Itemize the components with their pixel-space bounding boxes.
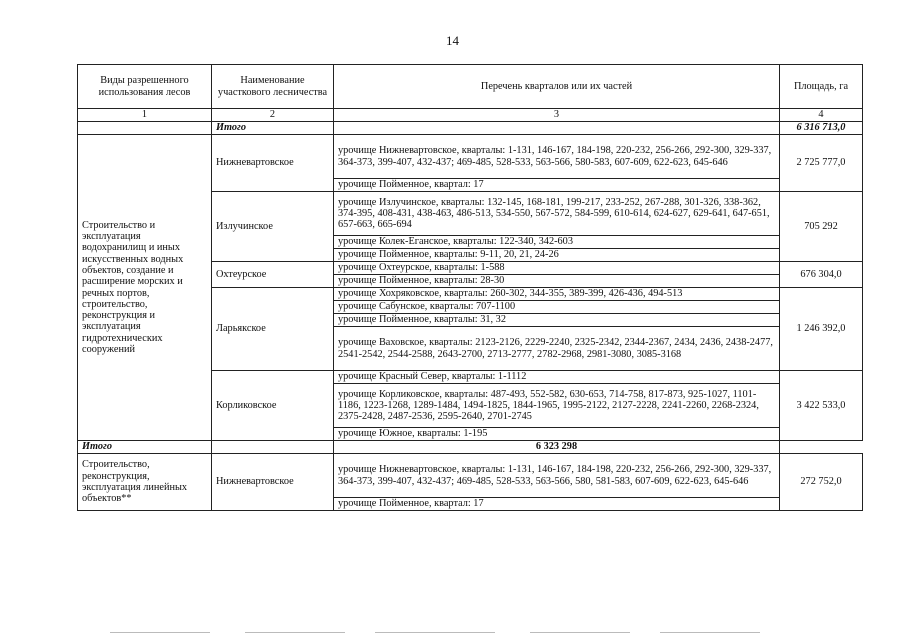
quarters-entry: урочище Нижневартовское, кварталы: 1-131, 146-167, 184-198, 220-232, 256-266, 292-300, 329-337, 364-373, 399-407, 432-437; 469-485, 528-533, 563-566, 580, 581-583, 607-609, 622-623, 645-646 (334, 454, 780, 498)
scan-artifact-line (245, 632, 345, 633)
total-label: Итого (78, 441, 212, 454)
area-value: 2 725 777,0 (780, 135, 863, 192)
quarters-entry: урочище Излучинское, кварталы: 132-145, 168-181, 199-217, 233-252, 267-288, 301-326, 338-362, 374-395, 408-431, 438-463, 486-513, 534-550, 567-572, 584-599, 610-614, 624-627, 629-641, 647-651, 657-663, 665-694 (334, 192, 780, 236)
use-type-cell: Строительство, реконструкция, эксплуатация линейных объектов** (78, 454, 212, 511)
quarters-entry: урочище Ваховское, кварталы: 2123-2126, 2229-2240, 2325-2342, 2344-2367, 2434, 2436, 2438-2477, 2541-2542, 2544-2588, 2643-2700, 2713-2777, 2782-2968, 2981-3080, 3085-3168 (334, 327, 780, 371)
header-area: Площадь, га (780, 65, 863, 109)
header-use-type: Виды разрешенного использования лесов (78, 65, 212, 109)
scan-artifact-line (530, 632, 630, 633)
total-row (78, 441, 863, 454)
column-number-row (78, 109, 863, 122)
quarters-entry: урочище Южное, кварталы: 1-195 (334, 428, 780, 441)
area-value: 1 246 392,0 (780, 288, 863, 371)
quarters-entry: урочище Пойменное, кварталы: 28-30 (334, 275, 780, 288)
area-value: 676 304,0 (780, 262, 863, 288)
table-header-row (78, 65, 863, 109)
total-value: 6 323 298 (334, 441, 780, 454)
use-type-cell: Строительство и эксплуатация водохранилищ и иных искусственных водных объектов, создание и расширение морских и речных портов, строительство, реконструкция и эксплуатация гидротехнических сооружений (78, 135, 212, 441)
quarters-entry: урочище Корликовское, кварталы: 487-493, 552-582, 630-653, 714-758, 817-873, 925-1027, 1101-1186, 1223-1268, 1289-1484, 1494-1825, 1844-1965, 1995-2122, 2127-2228, 2241-2260, 2268-2324, 2375-2428, 2487-2536, 2595-2640, 2701-2745 (334, 384, 780, 428)
forestry-name: Нижневартовское (212, 135, 334, 192)
quarters-entry: урочище Пойменное, квартал: 17 (334, 498, 780, 511)
area-value: 272 752,0 (780, 454, 863, 511)
scan-artifact-line (110, 632, 210, 633)
quarters-entry: урочище Колек-Еганское, кварталы: 122-340, 342-603 (334, 236, 780, 249)
forestry-name: Ларьякское (212, 288, 334, 371)
area-value: 3 422 533,0 (780, 371, 863, 441)
quarters-entry: урочище Охтеурское, кварталы: 1-588 (334, 262, 780, 275)
forestry-name: Охтеурское (212, 262, 334, 288)
table-row (78, 135, 863, 179)
column-number: 1 (78, 109, 212, 122)
quarters-entry: урочище Пойменное, квартал: 17 (334, 179, 780, 192)
quarters-entry: урочище Красный Север, кварталы: 1-1112 (334, 371, 780, 384)
scan-artifact-line (660, 632, 760, 633)
quarters-entry: урочище Сабунское, кварталы: 707-1100 (334, 301, 780, 314)
table-row (78, 454, 863, 498)
header-quarters: Перечень кварталов или их частей (334, 65, 780, 109)
header-forestry: Наименование участкового лесничества (212, 65, 334, 109)
forestry-name: Корликовское (212, 371, 334, 441)
scan-artifact-line (375, 632, 495, 633)
column-number: 3 (334, 109, 780, 122)
quarters-entry: урочище Хохряковское, кварталы: 260-302, 344-355, 389-399, 426-436, 494-513 (334, 288, 780, 301)
quarters-entry: урочище Пойменное, кварталы: 9-11, 20, 21, 24-26 (334, 249, 780, 262)
quarters-entry: урочище Нижневартовское, кварталы: 1-131, 146-167, 184-198, 220-232, 256-266, 292-300, 329-337, 364-373, 399-407, 432-437; 469-485, 528-533, 563-566, 580-583, 607-609, 622-623, 645-646 (334, 135, 780, 179)
forest-use-table (77, 64, 863, 511)
total-row (78, 122, 863, 135)
quarters-entry: урочище Пойменное, кварталы: 31, 32 (334, 314, 780, 327)
area-value: 705 292 (780, 192, 863, 262)
forestry-name: Излучинское (212, 192, 334, 262)
forestry-name: Нижневартовское (212, 454, 334, 511)
page-number: 14 (446, 33, 459, 48)
column-number: 4 (780, 109, 863, 122)
total-value: 6 316 713,0 (780, 122, 863, 135)
total-label: Итого (212, 122, 334, 135)
column-number: 2 (212, 109, 334, 122)
